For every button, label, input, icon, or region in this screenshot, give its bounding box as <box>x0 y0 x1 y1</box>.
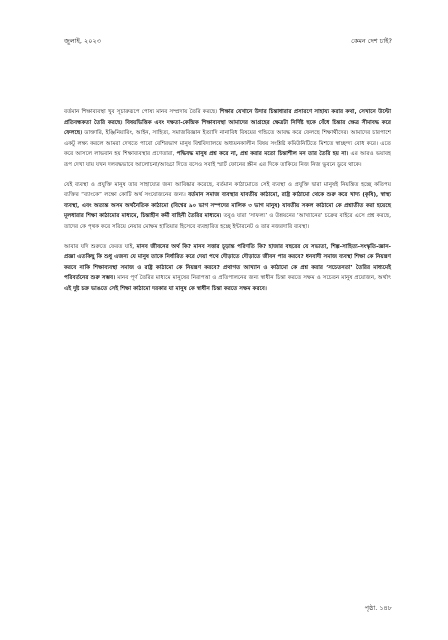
text-segment: তবুও যারা ‘সাফল্য’ ও উন্নয়নের ‘আখ্যানের’ চক্রের বাইরে এসে প্রশ্ন করছে, তাদের কে পৃথক করে সরিয়ে নেয়ার মোক্ষম হাতিয়ার হিসেবে ব্যবহারিত হচ্ছে ইন্টারনেট ও তার নজরদারি ব্যবস্থা। <box>64 213 391 230</box>
bold-text-segment: এই দুষ্ট চক্র ভাঙতে সেই শিক্ষা কাঠামো দরকার যা মানুষ কে স্বাধীন চিন্তা করতে সক্ষম করবে। <box>64 285 267 292</box>
header-date: জুলাই, ২০২৩ <box>64 36 101 45</box>
text-segment: বর্তমান শিক্ষাব্যবস্থা খুব সূচারুরূপে পোষ্য মানব সম্প্রদায় তৈরি করছে। <box>64 109 220 115</box>
paragraph-3 <box>64 242 391 295</box>
text-segment: মানব পূর্ণ তৈরির মাধ্যমে মানুষের নিরাপত্তা ও প্রতিপালনের জন্য স্বাধীন চিন্তা করতে সক্ষম ও সচেতন মানুষ প্রয়োজন, অর্থাৎ <box>115 275 391 282</box>
text-segment: এর আরও ভয়াবহ রূপ দেখা যায় যখন দলবদ্ধভাবে আলোচনা/আড্ডা দিতে বসেও সবাই স্মার্ট ফোনের স্ক্রীন এর দিকে তাকিয়ে নিজ নিজ ভুবনে ডুবে থাকে। <box>64 151 391 168</box>
paragraph-1 <box>64 107 391 171</box>
text-segment: যেই ব্যবস্থা ও প্রযুক্তি মানুষ তার সাহায্যের জন্য আবিষ্কার করেছে, বর্তমান কাঠামোতে সেই ব্যবস্থা ও প্রযুক্তি দ্বারা মানুষই নিয়ন্ত্রিত হচ্ছে কতিপয় ব্যক্তির “ব্যাংকে” লক্ষো কোটি অর্থ সংযোজনের জন্য। <box>64 181 391 199</box>
text-segment: ডাক্তারি, ইঞ্জিনিয়ারিং, আইন, সাহিত্য, সমাজবিজ্ঞান ইত্যাদি নানাবিধ বিষয়ের গন্ডিতে আবদ্ধ করে ফেলছে শিক্ষার্থীদের। আমাদের চারপাশে একটু লক্ষ্য করলে আমরা দেখতে পাবো বেশিরভাগ মানুষ বিশ্ববিদ্যালয়ে অধ্যয়নকালীন বিষয় সংশ্লিষ্ট কমিউনিটিতে মিশতে স্বাচ্ছন্দ্য বোধ করে। এতে করে আসলে লাভবান হয় শিক্ষাব্যবস্থার প্রণেতারা, <box>64 130 391 158</box>
bold-text-segment: বর্তমান সমাজ ব্যবস্থার যাবতীয় কাঠামো, রাষ্ট্র কাঠামো থেকে শুরু করে খাদ্য (কৃষি), স্বাস্থ্য ব্যবস্থা, এবং অত্যন্ত অসম অর্থনৈতিক কাঠামো (বিশ্বের ৯০ ভাগ সম্পদের মালিক ৩ ভাগ মানুষ) যাবতীয় সকল কাঠামো কে প্রশ্নাতীত করা হয়েছে মূলধারার শিক্ষা কাঠামোর মাধ্যমে, চিন্তাহীন কর্মী বাহিনী তৈরির মাধ্যমে। <box>64 192 391 220</box>
page-header <box>64 34 392 48</box>
text-segment: আবার যদি শুরুতে ফেরত যাই, <box>64 243 137 250</box>
bold-text-segment: মানব জীবনের অর্থ কি? মানব সত্তার চূড়ান্ত পরিণতি কি? হাজার বছরের যে সভ্যতা, শিল্প-সাহিত্য-সংস্কৃতি-জ্ঞান-প্রজ্ঞা এতকিছু কি শুধু এজন্য যে মানুষ তাকে নির্ধারিত করে দেয়া পথে দৌড়াতে দৌড়াতে জীবন পার করবে? ধনবাদী সমাজ ব্যবস্থা শিক্ষা কে নিয়ন্ত্রণ করবে নাকি শিক্ষাব্যবস্থা সমাজ ও রাষ্ট্র কাঠামো কে নিয়ন্ত্রণ করবে? প্রথাগত আখ্যান ও কাঠামো কে প্রশ্ন করার ‘সচেতনতা’ তৈরির মাধ্যমেই পরিবর্তনের শুরু সম্ভব। <box>64 243 391 282</box>
bold-text-segment: শিক্ষার যেখানে উদার চিন্তাধারার প্রসারণে সাহায্য করার কথা, সেখানে উল্টো প্রতিবন্ধকতা তৈরি করছে। বিষয়ভিত্তিক এবং দক্ষতা-কেন্দ্রিক শিক্ষাব্যবস্থা আমাদের আগ্রহের ক্ষেত্রটা নির্দিষ্ট ছকে বেঁধে চিন্তার ক্ষেত্র সীমাবদ্ধ করে ফেলছে। <box>64 109 391 137</box>
article-body <box>64 107 391 304</box>
page-number: পৃষ্ঠা. ১৪৮ <box>364 604 392 612</box>
bold-text-segment: পদ্ধিবদ্ধ মানুষ প্রশ্ন করে না, প্রশ্ন করার মতো চিন্তাশীল মন তার তৈরি হয় না। <box>176 151 349 158</box>
header-title: কেমন দেশ চাই? <box>351 36 392 45</box>
paragraph-2 <box>64 180 391 233</box>
